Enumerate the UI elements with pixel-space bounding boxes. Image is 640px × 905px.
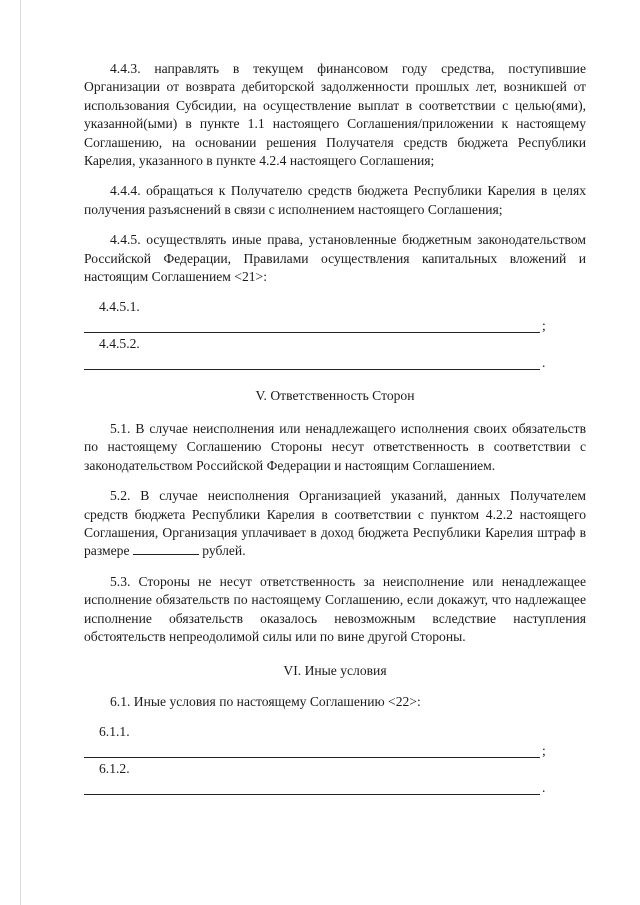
section-5-title: V. Ответственность Сторон [255,388,415,404]
fine-amount-blank [133,542,199,555]
fill-in-line [84,369,540,370]
clause-number: 6.1.1. [99,724,130,740]
clause-number: 6.1.2. [99,761,130,777]
line-terminator: . [542,780,546,796]
clause-4-4-3: 4.4.3. направлять в текущем финансовом году средства, поступившие Организации от возврата дебиторской задолженности прошлых лет, возникшей от использования Субсидии, на осуществление выплат в соответствии с целью(ями), указанной(ыми) в пункте 1.1 настоящего Соглашения/приложении к настоящему Соглашению, на основании решения Получателя средств бюджета Республики Карелия, указанного в пункте 4.2.4 настоящего Соглашения; [84,61,586,169]
clause-number: 4.4.5.2. [99,336,140,352]
clause-4-4-5: 4.4.5. осуществлять иные права, установленные бюджетным законодательством Российской Федерации, Правилами осуществления капитальных вложений и настоящим Соглашением <21>: [84,232,586,285]
clause-5-2 [84,487,586,561]
scan-edge-line [20,0,21,905]
clause-4-4-4: 4.4.4. обращаться к Получателю средств бюджета Республики Карелия в целях получения разъяснений в связи с исполнением настоящего Соглашения; [84,183,586,217]
fill-in-line [84,757,540,758]
document-page [84,60,586,797]
line-terminator: ; [542,318,546,334]
clause-4-4-5-1-field [84,298,586,335]
clause-5-1: 5.1. В случае неисполнения или ненадлежащего исполнения своих обязательств по настоящему Соглашению Стороны несут ответственность в соответствии с законодательством Российской Федерации и настоящим Соглашением. [84,420,586,473]
clause-5-2-text: 5.2. В случае неисполнения Организацией указаний, данных Получателем средств бюджета Республики Карелия в соответствии с пунктом 4.2.2 настоящего Соглашения, Организация уплачивает в доход бюджета Республики Карелия штраф в размере [84,488,586,559]
clause-5-3: 5.3. Стороны не несут ответственность за неисполнение или ненадлежащее исполнение обязательств по настоящему Соглашению, если докажут, что надлежащее исполнение обязательств оказалось невозможным вследствие наступления обстоятельств непреодолимой силы или по вине другой Стороны. [84,573,586,644]
clause-5-2-suffix: рублей. [202,543,246,559]
line-terminator: . [542,355,546,371]
line-terminator: ; [542,743,546,759]
clause-number: 4.4.5.1. [99,299,140,315]
fill-in-line [84,794,540,795]
clause-6-1-1-field [84,723,586,760]
clause-6-1: 6.1. Иные условия по настоящему Соглашению <22>: [110,693,421,709]
clause-4-4-5-2-field [84,335,586,372]
section-6-title: VI. Иные условия [283,663,387,679]
fill-in-line [84,332,540,333]
clause-6-1-2-field [84,760,586,797]
